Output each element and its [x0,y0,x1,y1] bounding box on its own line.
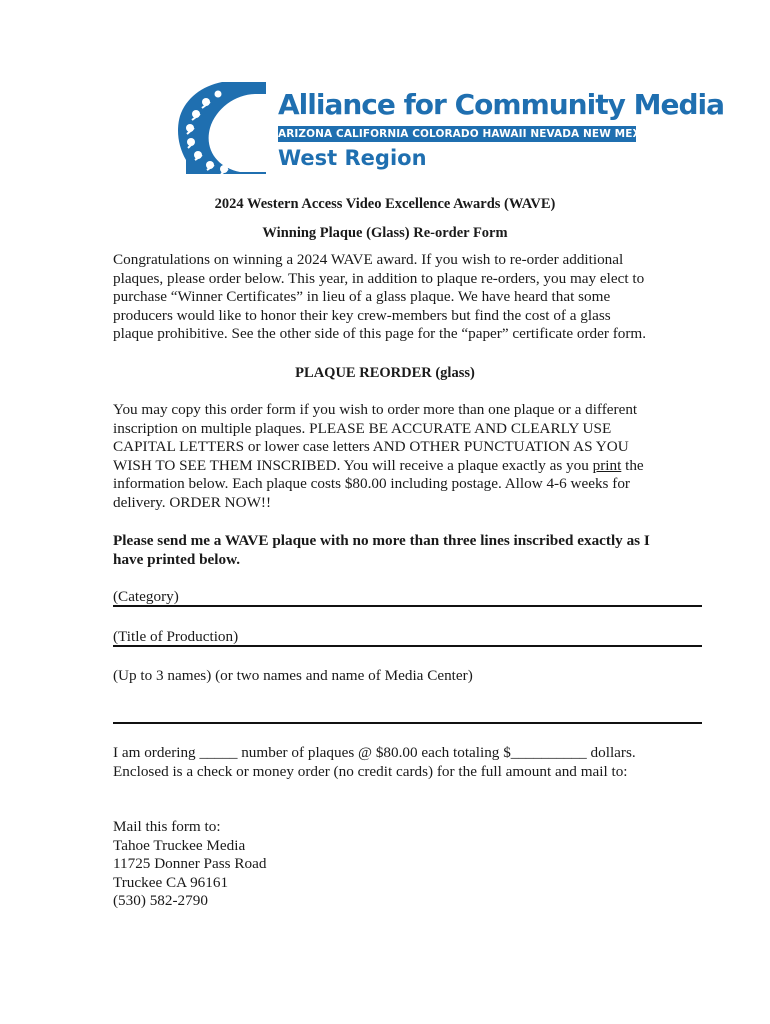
ordering-line: Enclosed is a check or money order (no credit cards) for the full amount and mail to: [113,762,628,780]
document-title: 2024 Western Access Video Excellence Awards (WAVE) [214,196,556,212]
instructions-line: CAPITAL LETTERS or lower case letters AND OTHER PUNCTUATION AS YOU [113,438,629,455]
category-field-label: (Category) [113,588,179,605]
names-field-line[interactable] [113,722,702,724]
title-field-line[interactable] [113,645,702,647]
instructions-line: information below. Each plaque costs $80.00 including postage. Allow 4-6 weeks for [113,475,630,492]
request-paragraph [113,532,713,569]
intro-line: plaques, please order below. This year, in addition to plaque re-orders, you may elect to [113,269,645,287]
logo-region: West Region [278,146,427,170]
document-subtitle: Winning Plaque (Glass) Re-order Form [262,225,508,241]
intro-line: plaque prohibitive. See the other side of this page for the “paper” certificate order form. [113,325,647,342]
logo-title: Alliance for Community Media [278,88,724,121]
request-line: Please send me a WAVE plaque with no more than three lines inscribed exactly as I [113,532,650,549]
instructions-text: WISH TO SEE THEM INSCRIBED. You will receive a plaque exactly as you [113,456,593,474]
request-line: have printed below. [113,550,240,568]
intro-paragraph [113,251,713,344]
category-field-line[interactable] [113,605,702,607]
intro-line: purchase “Winner Certificates” in lieu of a glass plaque. We have heard that some [113,288,611,305]
mail-name: Tahoe Truckee Media [113,836,246,854]
mail-street: 11725 Donner Pass Road [113,855,267,872]
intro-line: producers would like to honor their key crew-members but find the cost of a glass [113,306,611,324]
instructions-line: You may copy this order form if you wish to order more than one plaque or a different [113,401,638,418]
ordering-paragraph [113,744,713,781]
names-field-label: (Up to 3 names) (or two names and name of Media Center) [113,667,473,684]
title-field-label: (Title of Production) [113,628,239,645]
organization-logo [176,80,724,176]
print-emphasis: print [592,456,622,474]
mailing-address [113,818,713,911]
instructions-text: the [621,456,644,474]
figures-circle-icon [176,80,268,174]
mail-city: Truckee CA 96161 [113,873,229,891]
instructions-line [113,457,713,476]
instructions-line: delivery. ORDER NOW!! [113,493,272,511]
logo-states-bar: ARIZONA CALIFORNIA COLORADO HAWAII NEVADA NEW MEXICO [278,128,662,140]
mail-label: Mail this form to: [113,818,221,835]
intro-line: Congratulations on winning a 2024 WAVE award. If you wish to re-order additional [113,251,624,268]
ordering-line: I am ordering _____ number of plaques @ $80.00 each totaling $__________ dollars. [113,744,636,761]
section-title: PLAQUE REORDER (glass) [295,365,475,381]
instructions-line: inscription on multiple plaques. PLEASE BE ACCURATE AND CLEARLY USE [113,419,612,437]
mail-phone: (530) 582-2790 [113,892,208,909]
instructions-paragraph [113,401,713,512]
